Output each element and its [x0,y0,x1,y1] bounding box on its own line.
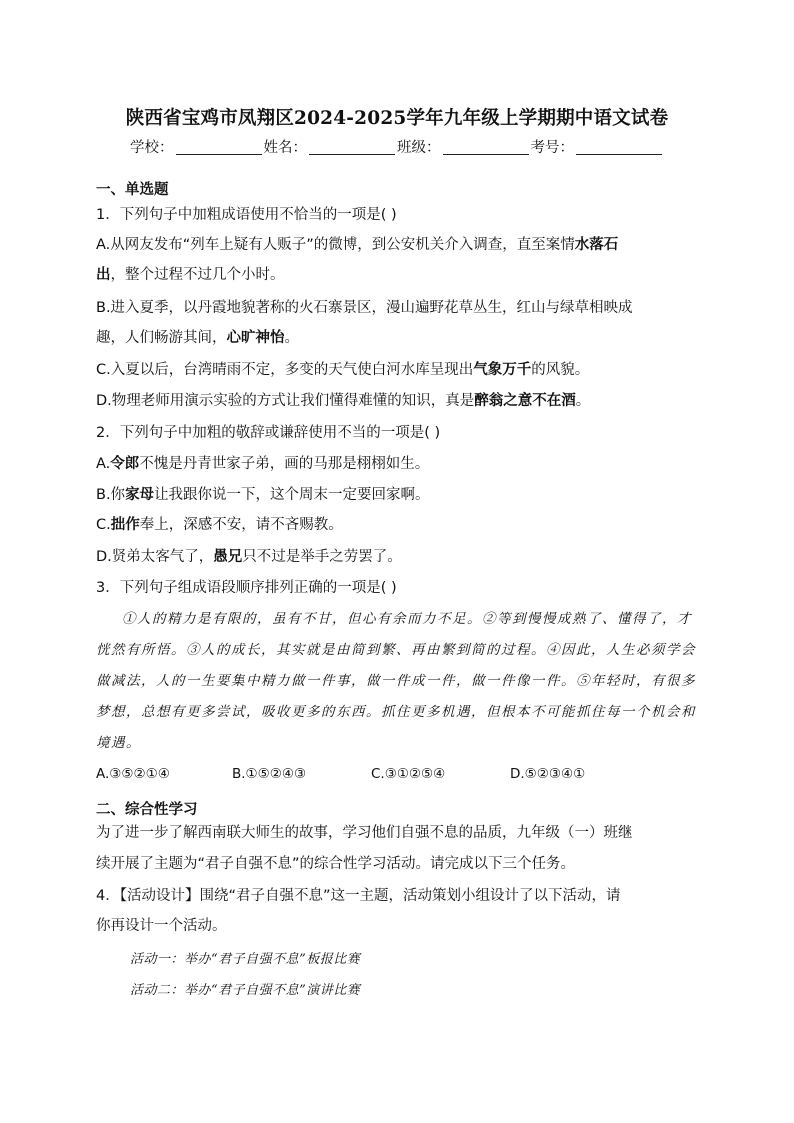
option-text: 不愧是丹青世家子弟，画的马那是栩栩如生。 [139,456,430,472]
question-1-option-b: B.进入夏季，以丹霞地貌著称的火石寨景区，漫山遍野花草丛生，红山与绿草相映成 [96,300,633,316]
section-2-intro-line-1: 为了进一步了解西南联大师生的故事，学习他们自强不息的品质，九年级（一）班继 [96,825,633,841]
question-1-option-d [96,391,590,411]
section-heading-comprehensive-study: 二、综合性学习 [96,802,198,818]
student-info-line [0,136,794,157]
bold-term: 愚兄 [213,549,243,565]
bold-term: 家母 [125,487,155,503]
question-2-option-a [96,454,429,474]
bold-term: 令郎 [110,456,140,472]
bold-idiom: 醉翁之意不在酒 [474,393,576,409]
number-label: 考号： [530,140,574,156]
option-text: A.从网友发布“列车上疑有人贩子”的微博，到公安机关介入调查，直至案情 [96,237,575,253]
question-3-option-d: D.⑤②③④① [510,766,586,782]
school-blank[interactable] [176,140,262,155]
class-blank[interactable] [443,140,529,155]
bold-term: 拙作 [110,517,140,533]
bold-idiom: 心旷神怡 [226,330,285,346]
question-4-stem: 4．【活动设计】围绕“君子自强不息”这一主题，活动策划小组设计了以下活动，请 [96,888,621,904]
option-text: 只不过是举手之劳罢了。 [242,549,402,565]
option-text: 奉上，深感不安，请不吝赐教。 [139,517,343,533]
name-blank[interactable] [309,140,395,155]
option-text: D.贤弟太客气了， [96,549,214,565]
option-text: ，整个过程不过几个小时。 [110,267,285,283]
class-label: 班级： [397,140,441,156]
option-text: 趣，人们畅游其间， [96,330,227,346]
bold-idiom: 水落石 [574,237,619,253]
question-3-option-a: A.③⑤②①④ [96,766,170,782]
question-2-option-d [96,547,402,567]
question-1-option-a-cont [96,265,285,285]
option-text: 。 [575,393,591,409]
number-blank[interactable] [576,140,662,155]
question-3-option-b: B.①⑤②④③ [232,766,307,782]
activity-1: 活动一：举办“君子自强不息”板报比赛 [130,952,361,967]
activity-2: 活动二：举办“君子自强不息”演讲比赛 [130,983,361,998]
exam-title: 陕西省宝鸡市凤翔区2024-2025学年九年级上学期期中语文试卷 [125,108,669,129]
question-1-stem: 1．下列句子中加粗成语使用不恰当的一项是( ) [96,207,397,223]
question-3-stem: 3．下列句子组成语段顺序排列正确的一项是( ) [96,580,397,596]
option-text: 让我跟你说一下，这个周末一定要回家啊。 [154,487,430,503]
option-text: D.物理老师用演示实验的方式让我们懂得难懂的知识，真是 [96,393,475,409]
section-2-intro-line-2: 续开展了主题为“君子自强不息”的综合性学习活动。请完成以下三个任务。 [96,856,576,872]
option-text: C. [96,517,111,533]
option-text: A. [96,456,111,472]
bold-idiom: 气象万千 [473,362,532,378]
question-3-passage: ①人的精力是有限的，虽有不甘，但心有余而力不足。②等到慢慢成熟了、懂得了，才恍然有所悟。③人的成长，其实就是由简到繁、再由繁到简的过程。④因此，人生必须学会做减法，人的一生要集中精力做一件事，做一件成一件，做一件像一件。⑤年轻时，有很多梦想，总想有更多尝试，吸收更多的东西。抓住更多机遇，但根本不可能抓住每一个机会和境遇。 [96,611,696,751]
question-1-option-b-cont [96,328,299,348]
question-1-option-a [96,235,618,255]
option-text: B.你 [96,487,126,503]
bold-idiom: 出 [96,267,111,283]
option-text: 。 [284,330,299,346]
option-text: 的风貌。 [531,362,590,378]
question-2-stem: 2．下列句子中加粗的敬辞或谦辞使用不当的一项是( ) [96,425,441,441]
question-2-option-b [96,485,430,505]
question-2-option-c [96,515,343,535]
question-1-option-c [96,360,589,380]
section-heading-single-choice: 一、单选题 [96,182,169,198]
question-3-option-c: C.③①②⑤④ [371,766,446,782]
school-label: 学校： [130,140,174,156]
name-label: 姓名： [263,140,307,156]
option-text: C.入夏以后，台湾晴雨不定，多变的天气使白河水库呈现出 [96,362,474,378]
question-4-stem-cont: 你再设计一个活动。 [96,918,227,934]
